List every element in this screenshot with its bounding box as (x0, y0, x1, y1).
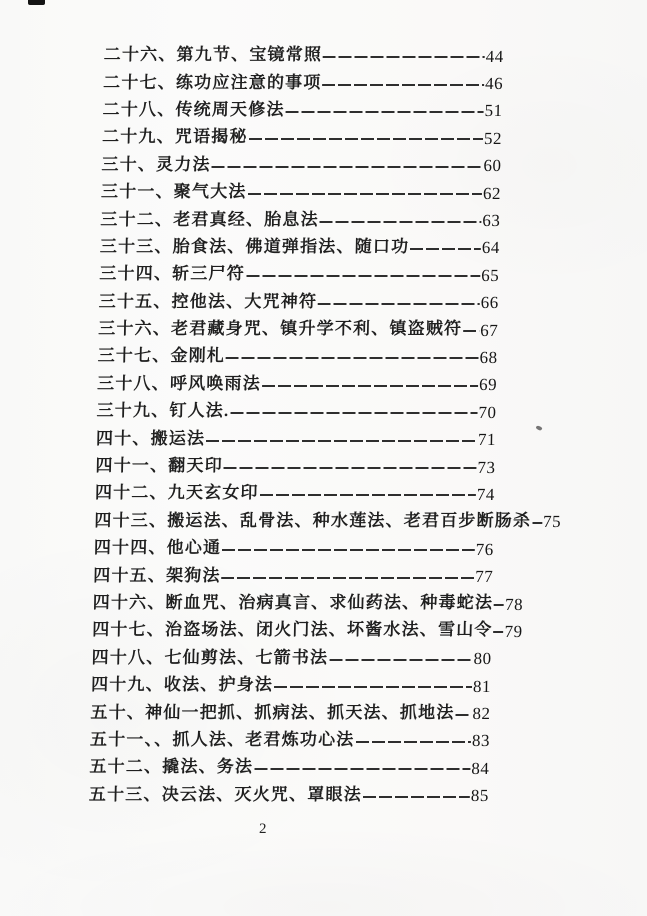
toc-entry-page-number: 71 (477, 430, 497, 450)
toc-entry (103, 41, 504, 68)
toc-entry (92, 589, 524, 616)
toc-entry (91, 644, 492, 671)
dash-leader (355, 741, 471, 743)
toc-entry (89, 753, 490, 780)
toc-entry-page-number: 83 (471, 731, 491, 751)
toc-entry-title: 四十四、他心通 (93, 538, 222, 558)
toc-entry-title: 三十一、聚气大法 (100, 182, 247, 202)
toc-entry-title: 四十七、治盗场法、闭火门法、坏酱水法、雪山令 (91, 620, 493, 640)
dash-leader (249, 138, 483, 140)
toc-entry-page-number: 84 (471, 758, 490, 778)
toc-entry (100, 233, 501, 260)
dash-leader (212, 166, 483, 168)
dash-leader (230, 412, 477, 414)
toc-entry-title: 三十八、呼风唤雨法 (96, 373, 262, 393)
toc-entry-title: 五十三、决云法、灭火咒、罩眼法 (88, 784, 363, 804)
toc-entry (89, 781, 490, 808)
dash-leader (222, 549, 475, 551)
toc-entry-title: 五十一、、抓人法、老君炼功心法 (89, 729, 355, 749)
scan-speck (535, 425, 542, 432)
dash-leader (363, 796, 470, 798)
dash-leader (494, 631, 504, 633)
toc-entry (94, 534, 495, 561)
toc-entry-page-number: 85 (470, 786, 490, 806)
toc-entry-page-number: 46 (484, 74, 504, 94)
toc-entry (97, 370, 498, 397)
toc-entry-title: 二十七、练功应注意的事项 (102, 72, 322, 92)
toc-entry-title: 三十四、斩三尸符 (99, 264, 246, 284)
toc-entry-title: 二十六、第九节、宝镜常照 (103, 45, 323, 65)
toc-entry-page-number: 66 (480, 293, 499, 313)
toc-entry-page-number: 51 (484, 101, 503, 121)
toc-entry (95, 452, 496, 479)
scan-artifact-top-mark (28, 0, 45, 5)
toc-entry-title: 四十三、搬运法、乱骨法、种水莲法、老君百步断肠杀 (94, 510, 532, 530)
toc-entry (102, 123, 503, 150)
toc-entry (102, 96, 503, 123)
toc-entry-page-number: 64 (481, 238, 501, 258)
toc-entry (101, 178, 502, 205)
toc-entry-page-number: 76 (475, 539, 494, 559)
toc-entry-title: 四十、搬运法 (95, 428, 206, 448)
toc-entry-page-number: 82 (472, 704, 491, 724)
dash-leader (246, 275, 480, 277)
toc-entry-title: 四十一、翻天印 (95, 456, 224, 476)
toc-entry-page-number: 63 (482, 211, 501, 231)
toc-entry-title: 三十五、控他法、大咒神符 (98, 291, 318, 311)
toc-entry-title: 二十九、咒语揭秘 (101, 127, 248, 147)
toc-entry-page-number: 80 (473, 649, 492, 669)
toc-entry-title: 三十九、钉人法. (96, 401, 230, 421)
toc-entry-page-number: 77 (475, 567, 494, 587)
toc-entry (96, 397, 497, 424)
toc-entry-page-number: 67 (480, 320, 499, 340)
toc-entry-page-number: 81 (472, 676, 492, 696)
toc-entry-page-number: 65 (481, 265, 500, 285)
toc-entry-title: 四十九、收法、护身法 (90, 675, 274, 695)
toc-entry-title: 三十七、金刚札 (97, 346, 226, 366)
toc-entry-title: 三十、灵力法 (101, 154, 211, 174)
toc-entry (95, 479, 496, 506)
dash-leader (494, 604, 504, 606)
toc-entry (103, 68, 504, 95)
toc-entry-page-number: 75 (542, 512, 562, 532)
page-number: 2 (259, 821, 267, 837)
toc-entry (99, 260, 500, 287)
toc-entry-title: 四十六、断血咒、治病真言、求仙药法、种毒蛇法 (92, 593, 494, 612)
toc-entry (91, 616, 523, 643)
toc-entry-title: 三十六、老君藏身咒、镇升学不利、镇盗贼符 (98, 319, 463, 339)
toc-entry (93, 561, 494, 588)
dash-leader (286, 111, 484, 113)
toc-entry (100, 205, 501, 232)
dash-leader (226, 357, 479, 359)
toc-entry-page-number: 78 (504, 594, 524, 614)
toc-entry-page-number: 79 (504, 621, 523, 641)
toc-entry-page-number: 44 (485, 46, 504, 66)
toc-entry-title: 五十二、撬法、务法 (89, 757, 254, 777)
dash-leader (532, 522, 542, 524)
dash-leader (248, 193, 482, 195)
dash-leader (224, 467, 477, 469)
dash-leader (323, 56, 485, 58)
dash-leader (206, 440, 477, 442)
dash-leader (323, 84, 485, 86)
toc-entry (94, 507, 562, 534)
dash-leader (463, 330, 479, 332)
toc-entry (98, 315, 499, 342)
dash-leader (410, 248, 481, 250)
dash-leader (260, 494, 476, 496)
dash-leader (318, 303, 480, 305)
toc-entry (90, 726, 491, 753)
toc-entry-page-number: 68 (479, 347, 498, 367)
toc-entry-page-number: 69 (478, 375, 498, 395)
toc-entry-title: 四十二、九天玄女印 (94, 483, 259, 503)
dash-leader (329, 659, 472, 661)
table-of-contents (88, 41, 562, 808)
toc-entry (91, 671, 492, 698)
toc-entry-page-number: 60 (483, 156, 502, 176)
dash-leader (254, 768, 470, 770)
toc-entry-title: 三十三、胎食法、佛道弹指法、随口功 (99, 236, 410, 256)
dash-leader (320, 221, 482, 223)
toc-entry-page-number: 52 (483, 128, 503, 148)
toc-entry-page-number: 62 (482, 183, 502, 203)
toc-entry-page-number: 70 (478, 402, 497, 422)
toc-entry-title: 四十八、七仙剪法、七箭书法 (91, 647, 329, 667)
toc-entry (96, 424, 497, 451)
dash-leader (222, 577, 475, 579)
toc-entry-title: 三十二、老君真经、胎息法 (100, 209, 320, 229)
toc-entry (99, 288, 500, 315)
toc-entry-title: 二十八、传统周天修法 (102, 99, 285, 119)
toc-entry-page-number: 74 (476, 484, 496, 504)
dash-leader (262, 385, 478, 387)
toc-entry-page-number: 73 (477, 457, 496, 477)
toc-entry (90, 698, 491, 725)
dash-leader (455, 714, 471, 716)
toc-entry (101, 151, 502, 178)
toc-entry-title: 五十、神仙一把抓、抓病法、抓天法、抓地法 (90, 702, 455, 722)
dash-leader (274, 686, 472, 688)
toc-entry-title: 四十五、架狗法 (93, 565, 221, 585)
toc-entry (97, 342, 498, 369)
